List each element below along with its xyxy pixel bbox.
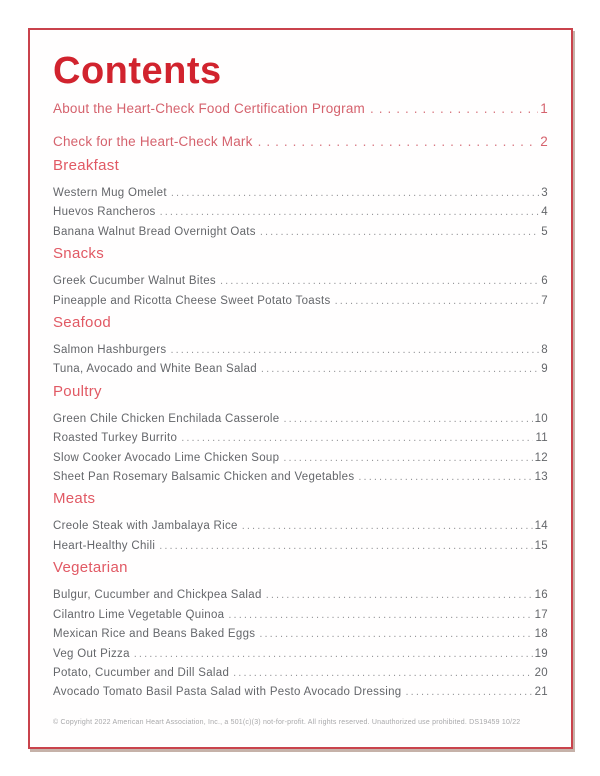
dot-leader [238,517,533,536]
toc-entry-label: Creole Steak with Jambalaya Rice [53,520,238,533]
toc-link-recipe[interactable] [53,625,548,644]
toc-page-number: 20 [534,666,548,679]
toc-entry-label: Western Mug Omelet [53,187,167,199]
page-title: Contents [53,50,222,92]
dot-leader [257,360,539,379]
section-heading: Meats [53,490,96,508]
toc-link-recipe[interactable] [53,586,548,605]
toc-entry-label: Heart-Healthy Chili [53,539,156,552]
toc-entry-label: Banana Walnut Bread Overnight Oats [53,225,256,238]
toc-page-number: 6 [541,275,548,288]
dot-leader [331,292,540,311]
copyright-notice: © Copyright 2022 American Heart Association, Inc., a 501(c)(3) not-for-profit. All rights reserved. Unauthorized use prohibited. DS19459 10/22 [53,719,521,726]
toc-entry-label: Green Chile Chicken Enchilada Casserole [53,412,280,425]
toc-entry-label: Greek Cucumber Walnut Bites [53,275,216,288]
toc-entry-label: Bulgur, Cucumber and Chickpea Salad [53,589,262,602]
dot-leader [279,449,532,468]
toc-link-recipe[interactable] [53,223,548,242]
toc-page-number: 16 [534,589,548,602]
section-heading: Snacks [53,245,104,263]
toc-link-recipe[interactable] [53,429,548,448]
toc-link-recipe[interactable] [53,292,548,311]
page-frame [28,28,573,749]
toc-page-number: 4 [541,206,548,219]
toc-entry-label: Veg Out Pizza [53,647,130,660]
dot-leader [155,537,532,556]
toc-link-recipe[interactable] [53,184,548,203]
toc-entry-label: Pineapple and Ricotta Cheese Sweet Potato Toasts [53,294,331,307]
dot-leader [130,645,533,664]
toc-page-number: 1 [540,101,548,116]
dot-leader [216,272,539,291]
section-heading: Seafood [53,314,111,332]
dot-leader [255,625,532,644]
toc-link-recipe[interactable] [53,645,548,664]
toc-entry-label: Tuna, Avocado and White Bean Salad [53,363,257,376]
toc-page-number: 8 [541,344,548,357]
section-seafood [53,314,548,380]
toc-entry-label: Check for the Heart-Check Mark [53,134,253,149]
toc-page-number: 21 [534,686,548,699]
toc-page-number: 12 [534,451,548,464]
dot-leader [253,132,539,151]
toc-entry-label: Salmon Hashburgers [53,344,167,357]
toc-page-number: 15 [534,539,548,552]
toc-link-recipe[interactable] [53,272,548,291]
dot-leader [256,223,539,242]
section-poultry [53,383,548,488]
toc-entry-label: Huevos Rancheros [53,206,156,219]
toc-link-recipe[interactable] [53,449,548,468]
toc-link-recipe[interactable] [53,537,548,556]
toc-link-recipe[interactable] [53,468,548,487]
dot-leader [402,683,533,702]
toc-page-number: 14 [534,520,548,533]
front-links [53,99,548,151]
section-vegetarian [53,559,548,702]
dot-leader [229,664,532,683]
toc-page-number: 13 [534,471,548,484]
toc-entry-label: Cilantro Lime Vegetable Quinoa [53,608,225,621]
section-heading: Breakfast [53,157,120,174]
dot-leader [262,586,533,605]
dot-leader [279,410,532,429]
toc-entry-label: Slow Cooker Avocado Lime Chicken Soup [53,451,280,464]
dot-leader [224,606,532,625]
toc-page-number: 11 [535,432,548,445]
dot-leader [167,184,539,203]
toc-link-recipe[interactable] [53,360,548,379]
section-heading: Vegetarian [53,559,128,577]
toc-link-recipe[interactable] [53,203,548,222]
toc-page-number: 2 [540,134,548,149]
toc-link-recipe[interactable] [53,410,548,429]
toc-page-number: 5 [541,225,548,238]
toc-page-number: 9 [541,363,548,376]
toc-entry-label: About the Heart-Check Food Certification Program [53,101,365,116]
toc-link-recipe[interactable] [53,517,548,536]
toc-link-recipe[interactable] [53,683,548,702]
toc-link-recipe[interactable] [53,606,548,625]
section-breakfast [53,157,548,242]
toc-link-recipe[interactable] [53,664,548,683]
dot-leader [177,429,533,448]
toc-link-about-program[interactable] [53,99,548,118]
toc-entry-label: Mexican Rice and Beans Baked Eggs [53,628,256,641]
toc-page-number: 17 [534,608,548,621]
section-meats [53,490,548,556]
toc-page-number: 18 [534,628,548,641]
dot-leader [156,203,540,222]
dot-leader [365,99,538,118]
section-heading: Poultry [53,382,102,400]
dot-leader [354,468,532,487]
toc-entry-label: Avocado Tomato Basil Pasta Salad with Pesto Avocado Dressing [53,686,402,699]
toc-entry-label: Potato, Cucumber and Dill Salad [53,666,230,679]
toc-link-recipe[interactable] [53,341,548,360]
toc-page-number: 19 [534,647,548,660]
dot-leader [166,341,539,360]
toc-page-number: 10 [534,412,548,425]
toc-link-heart-check-mark[interactable] [53,132,548,151]
toc-entry-label: Roasted Turkey Burrito [53,432,178,445]
toc-page-number: 7 [541,294,548,307]
toc-page-number: 3 [541,187,548,199]
section-snacks [53,245,548,311]
toc-entry-label: Sheet Pan Rosemary Balsamic Chicken and Vegetables [53,471,355,484]
